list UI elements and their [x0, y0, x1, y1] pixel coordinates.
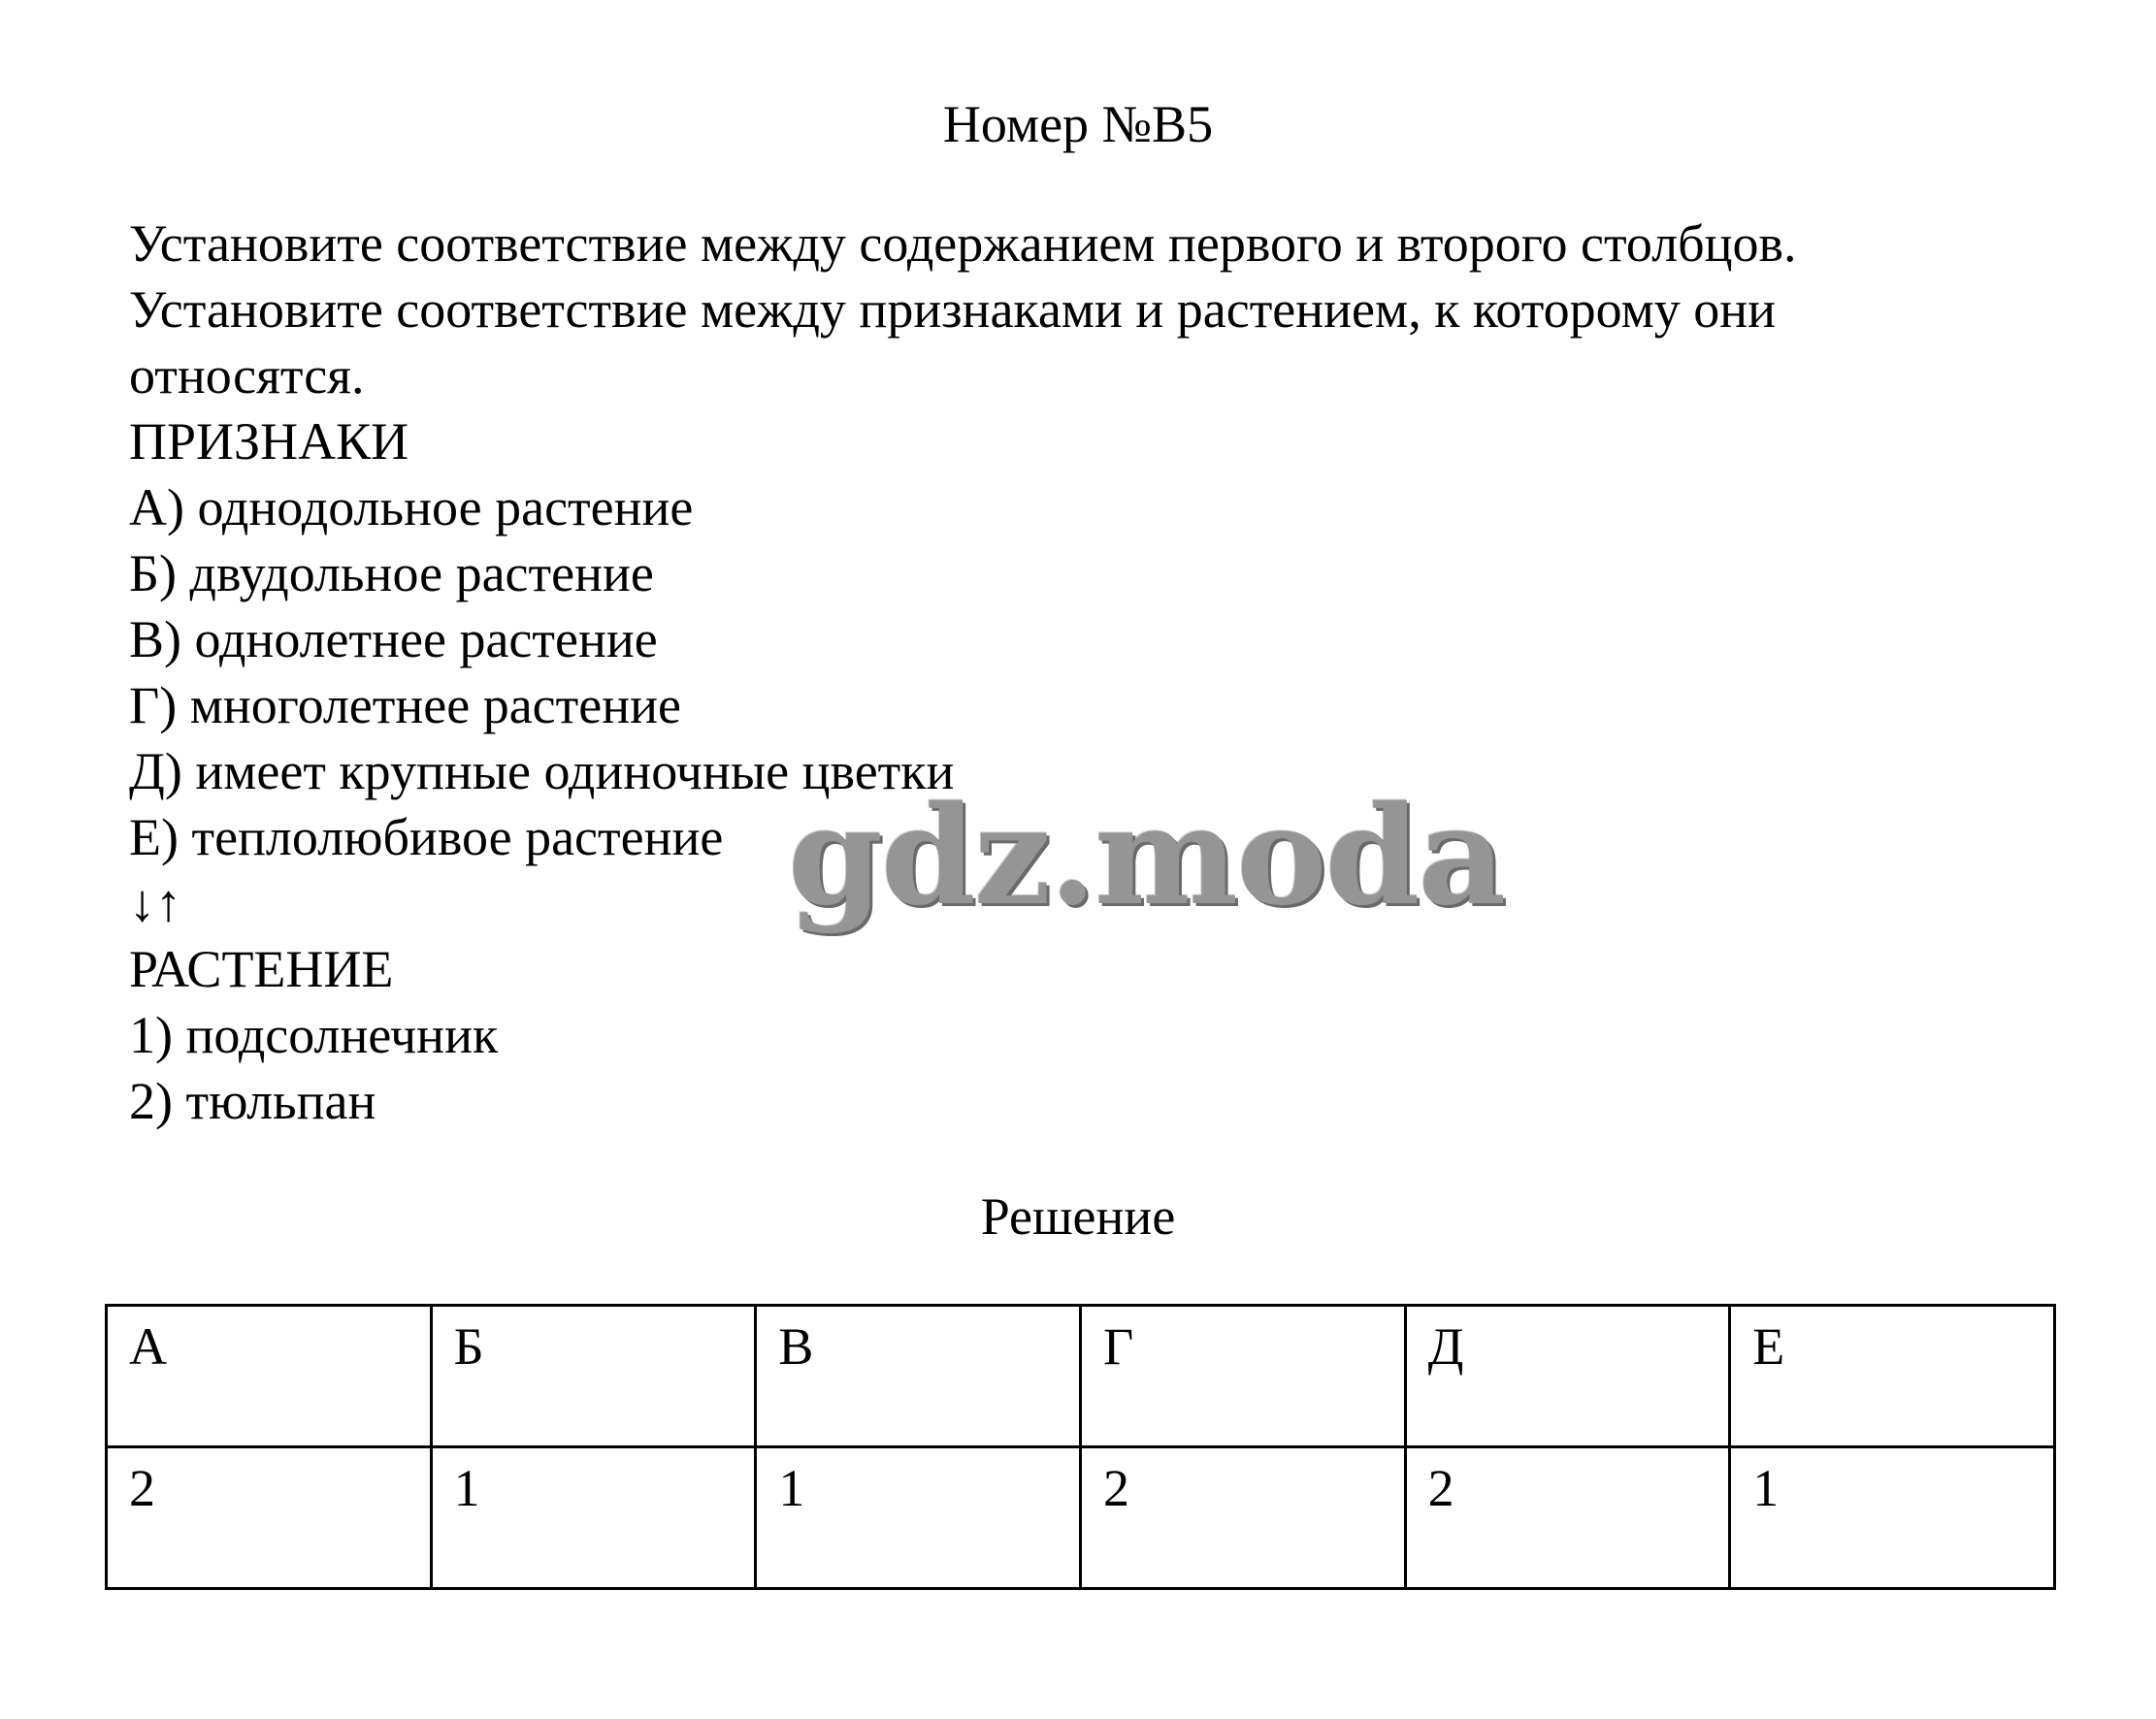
table-header-cell: А — [107, 1306, 432, 1447]
table-header-cell: Д — [1405, 1306, 1730, 1447]
page-title: Номер №B5 — [942, 95, 1214, 153]
table-answer-cell: 2 — [1405, 1447, 1730, 1589]
plants-heading: РАСТЕНИЕ — [129, 940, 394, 998]
feature-item: Г) многолетнее растение — [129, 676, 681, 734]
feature-item: Е) теплолюбивое растение — [129, 808, 724, 866]
feature-item: Д) имеет крупные одиночные цветки — [129, 742, 955, 800]
features-heading: ПРИЗНАКИ — [129, 412, 409, 470]
table-header-cell: Г — [1080, 1306, 1405, 1447]
table-answer-cell: 1 — [431, 1447, 756, 1589]
arrows-symbol: ↓↑ — [129, 874, 181, 932]
task-line: Установите соответствие между признаками и растением, к которому они — [129, 280, 1777, 339]
feature-item: А) однодольное растение — [129, 478, 694, 536]
task-line: относятся. — [129, 346, 365, 405]
table-answer-row — [107, 1447, 2055, 1589]
table-header-cell: Б — [431, 1306, 756, 1447]
feature-item: Б) двудольное растение — [129, 544, 654, 602]
table-header-cell: Е — [1730, 1306, 2055, 1447]
solution-title: Решение — [980, 1187, 1176, 1246]
task-line: Установите соответствие между содержанием первого и второго столбцов. — [129, 214, 1797, 273]
plant-item: 1) подсолнечник — [129, 1006, 499, 1064]
table-answer-cell: 1 — [756, 1447, 1081, 1589]
answer-table — [105, 1304, 2056, 1590]
table-header-row — [107, 1306, 2055, 1447]
feature-item: В) однолетнее растение — [129, 610, 658, 668]
table-answer-cell: 2 — [107, 1447, 432, 1589]
plant-item: 2) тюльпан — [129, 1072, 376, 1130]
watermark-logo: gdz.moda — [788, 777, 1505, 936]
task-text — [129, 211, 2070, 1134]
table-answer-cell: 1 — [1730, 1447, 2055, 1589]
table-answer-cell: 2 — [1080, 1447, 1405, 1589]
table-header-cell: В — [756, 1306, 1081, 1447]
